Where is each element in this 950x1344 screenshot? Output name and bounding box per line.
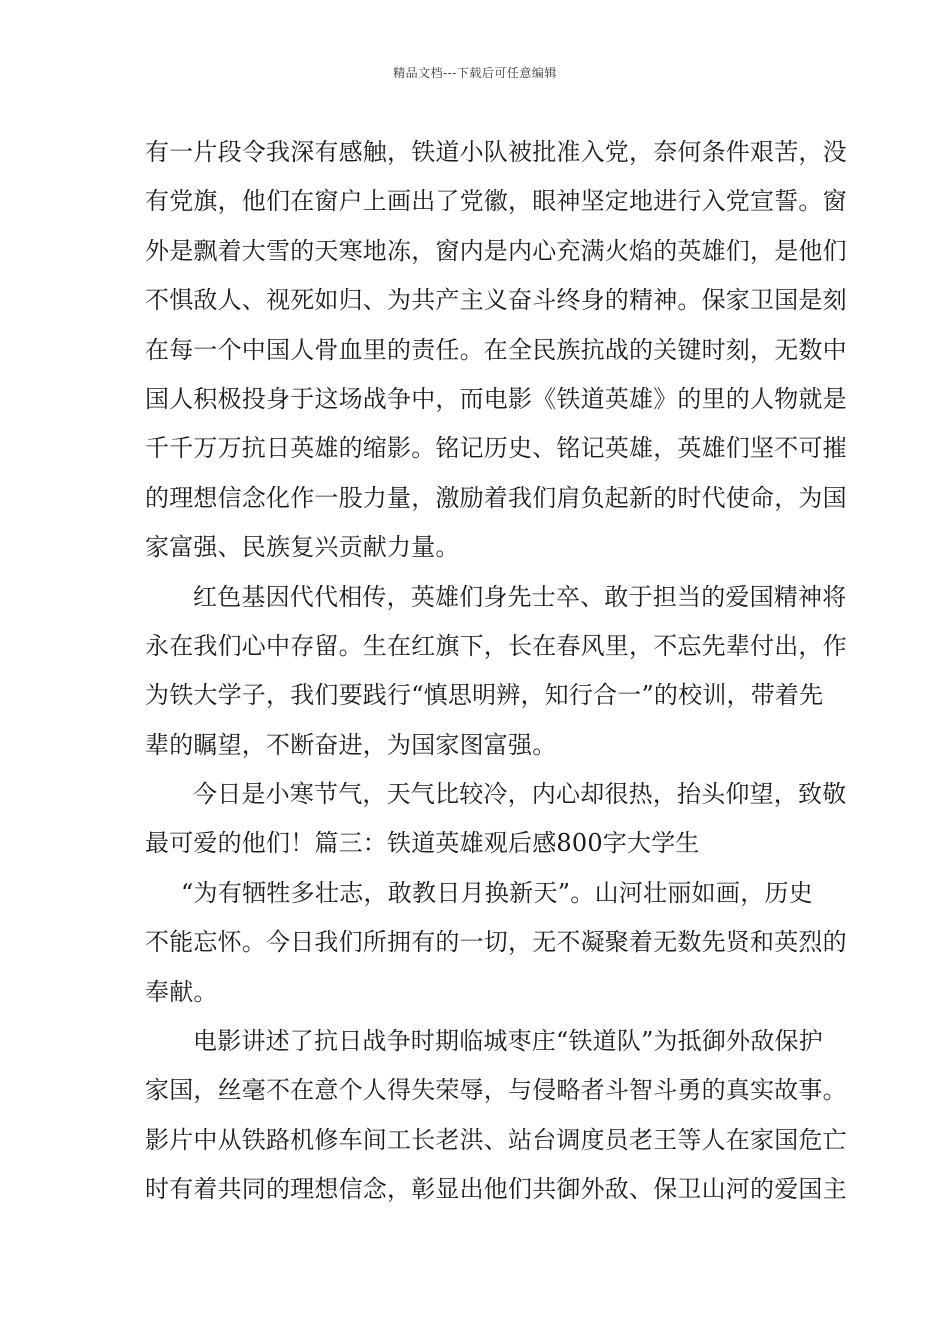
- text-line: 电影讲述了抗日战争时期临城枣庄“铁道队”为抵御外敌保护: [193, 1027, 823, 1056]
- document-body: [145, 128, 847, 1215]
- text-line: 千千万万抗日英雄的缩影。铭记历史、铭记英雄，英雄们坚不可摧: [145, 434, 847, 463]
- paragraph-5: [145, 1017, 847, 1215]
- text-line: 时有着共同的理想信念，彰显出他们共御外敌、保卫山河的爱国主: [145, 1175, 847, 1204]
- text-line: 的理想信念化作一股力量，激励着我们肩负起新的时代使命，为国: [145, 483, 847, 512]
- text-line: 国人积极投身于这场战争中，而电影《铁道英雄》的里的人物就是: [145, 384, 847, 413]
- text-line: 为铁大学子，我们要践行“慎思明辨，知行合一”的校训，带着先: [145, 681, 824, 710]
- text-line: 家富强、民族复兴贡献力量。: [145, 533, 460, 562]
- paragraph-4: [145, 869, 847, 1017]
- text-line: 红色基因代代相传，英雄们身先士卒、敢于担当的爱国精神将: [193, 582, 847, 611]
- text-line: 永在我们心中存留。生在红旗下，长在春风里，不忘先辈付出，作: [145, 631, 847, 660]
- paragraph-2: [145, 573, 847, 771]
- text-line: 有一片段令我深有感触，铁道小队被批准入党，奈何条件艰苦，没: [145, 138, 847, 166]
- text-line: 在每一个中国人骨血里的责任。在全民族抗战的关键时刻，无数中: [145, 335, 847, 364]
- paragraph-3: [145, 770, 847, 869]
- text-line: 今日是小寒节气，天气比较冷，内心却很热，抬头仰望，致敬: [193, 780, 847, 809]
- text-line: 最可爱的他们！篇三：铁道英雄观后感800字大学生: [145, 829, 700, 858]
- text-line: 不惧敌人、视死如归、为共产主义奋斗终身的精神。保家卫国是刻: [145, 286, 847, 315]
- text-line: 奉献。: [145, 977, 218, 1006]
- text-line: 辈的瞩望，不断奋进，为国家图富强。: [145, 730, 557, 759]
- text-line: 不能忘怀。今日我们所拥有的一切，无不凝聚着无数先贤和英烈的: [145, 928, 847, 957]
- text-line: 家国，丝毫不在意个人得失荣辱，与侵略者斗智斗勇的真实故事。: [145, 1076, 847, 1105]
- text-line: 外是飘着大雪的天寒地冻，窗内是内心充满火焰的英雄们，是他们: [145, 236, 847, 265]
- text-line: 有党旗，他们在窗户上画出了党徽，眼神坚定地进行入党宣誓。窗: [145, 187, 847, 216]
- page-header: 精品文档---下载后可任意编辑: [393, 66, 557, 80]
- text-line: 影片中从铁路机修车间工长老洪、站台调度员老王等人在家国危亡: [145, 1125, 847, 1154]
- text-line: “为有牺牲多壮志，敢教日月换新天”。山河壮丽如画，历史: [181, 878, 813, 907]
- paragraph-1: [145, 128, 847, 573]
